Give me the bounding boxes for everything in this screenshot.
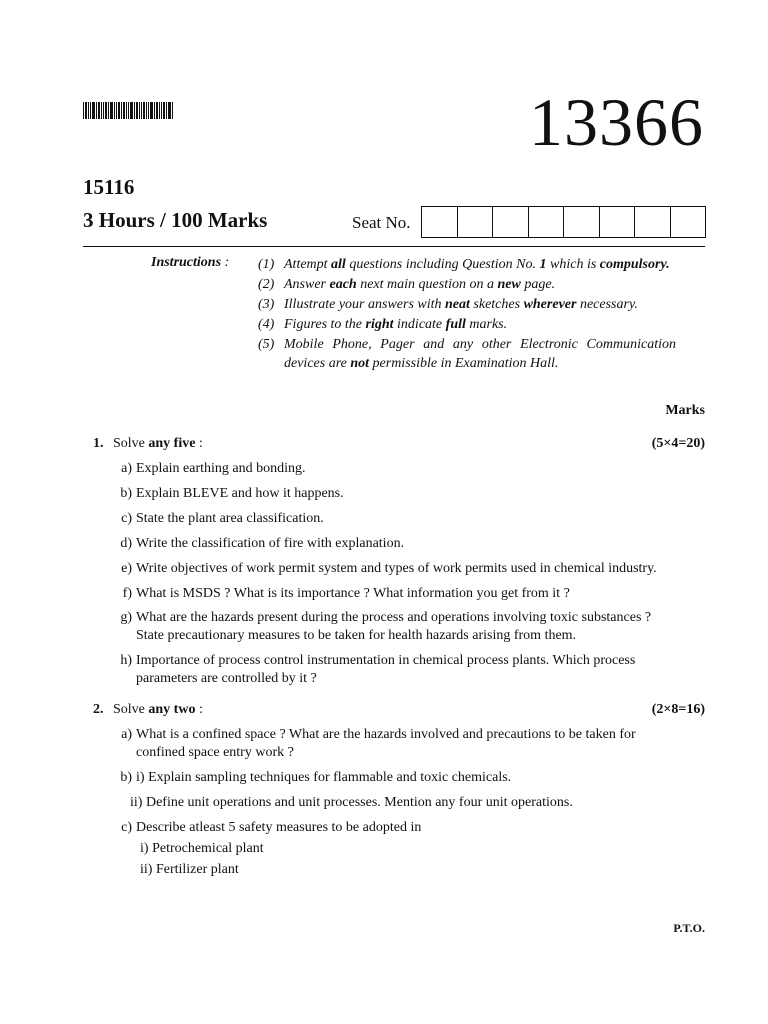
instruction-5-text: Mobile Phone, Pager and any other Electronic Communication devices are not permissible in Examination Hall. [284,337,676,371]
question-1-marks: (5×4=20) [651,436,705,451]
instruction-3-text: Illustrate your answers with neat sketches wherever necessary. [284,297,638,312]
q1-item-b: b) Explain BLEVE and how it happens. [120,486,344,501]
q2-item-b-i: b) i) Explain sampling techniques for flammable and toxic chemicals. [120,770,512,785]
instructions-list [258,255,676,374]
q2-item-c-ii: ii) Fertilizer plant [140,862,239,877]
please-turn-over: P.T.O. [673,921,705,935]
q1-item-d: d) Write the classification of fire with explanation. [120,536,405,551]
instruction-item: (3) Illustrate your answers with neat sketches wherever necessary. [258,295,676,314]
question-2-heading: 2. Solve any two : (2×8=16) [93,702,705,717]
seat-number-boxes [421,206,706,238]
q1-item-e: e) Write objectives of work permit system and types of work permits used in chemical industry. [121,561,657,576]
question-2-marks: (2×8=16) [651,702,705,717]
q1-item-c: c) State the plant area classification. [121,511,324,526]
seat-number-label: Seat No. [352,213,411,232]
instruction-item: (2) Answer each next main question on a new page. [258,275,676,294]
q2-item-a: a) What is a confined space ? What are the hazards involved and precautions to be taken for confined space entry work ? [121,727,636,760]
header-divider [83,246,705,247]
paper-code: 15116 [83,175,135,199]
q2-item-c: c) Describe atleast 5 safety measures to be adopted in [121,820,422,835]
instruction-item: (1) Attempt all questions including Question No. 1 which is compulsory. [258,255,676,274]
marks-heading: Marks [665,403,705,418]
q1-item-g: g) What are the hazards present during the process and operations involving toxic substances ? State precautionary measures to be taken for health hazards arising from them. [120,610,652,643]
q2-item-b-ii: ii) Define unit operations and unit processes. Mention any four unit operations. [130,795,573,810]
paper-code-large: 13366 [529,84,704,160]
barcode [83,102,183,119]
q1-item-a: a) Explain earthing and bonding. [121,461,306,476]
q1-item-f: f) What is MSDS ? What is its importance ? What information you get from it ? [122,586,570,601]
instruction-item: (5) Mobile Phone, Pager and any other Electronic Communication devices are not permissible in Examination Hall. [258,337,676,371]
q1-item-h: h) Importance of process control instrumentation in chemical process plants. Which process parameters are controlled by it ? [120,653,636,686]
q2-item-c-i: i) Petrochemical plant [140,841,264,856]
question-1-heading: 1. Solve any five : (5×4=20) [93,436,705,451]
instruction-1-text: Attempt all questions including Question No. 1 which is compulsory. [284,257,670,272]
duration-marks: 3 Hours / 100 Marks [83,208,268,232]
instructions-label: Instructions : [151,255,230,270]
instruction-2-text: Answer each next main question on a new page. [284,277,556,292]
instruction-item: (4) Figures to the right indicate full marks. [258,315,676,334]
instruction-4-text: Figures to the right indicate full marks. [284,317,508,332]
